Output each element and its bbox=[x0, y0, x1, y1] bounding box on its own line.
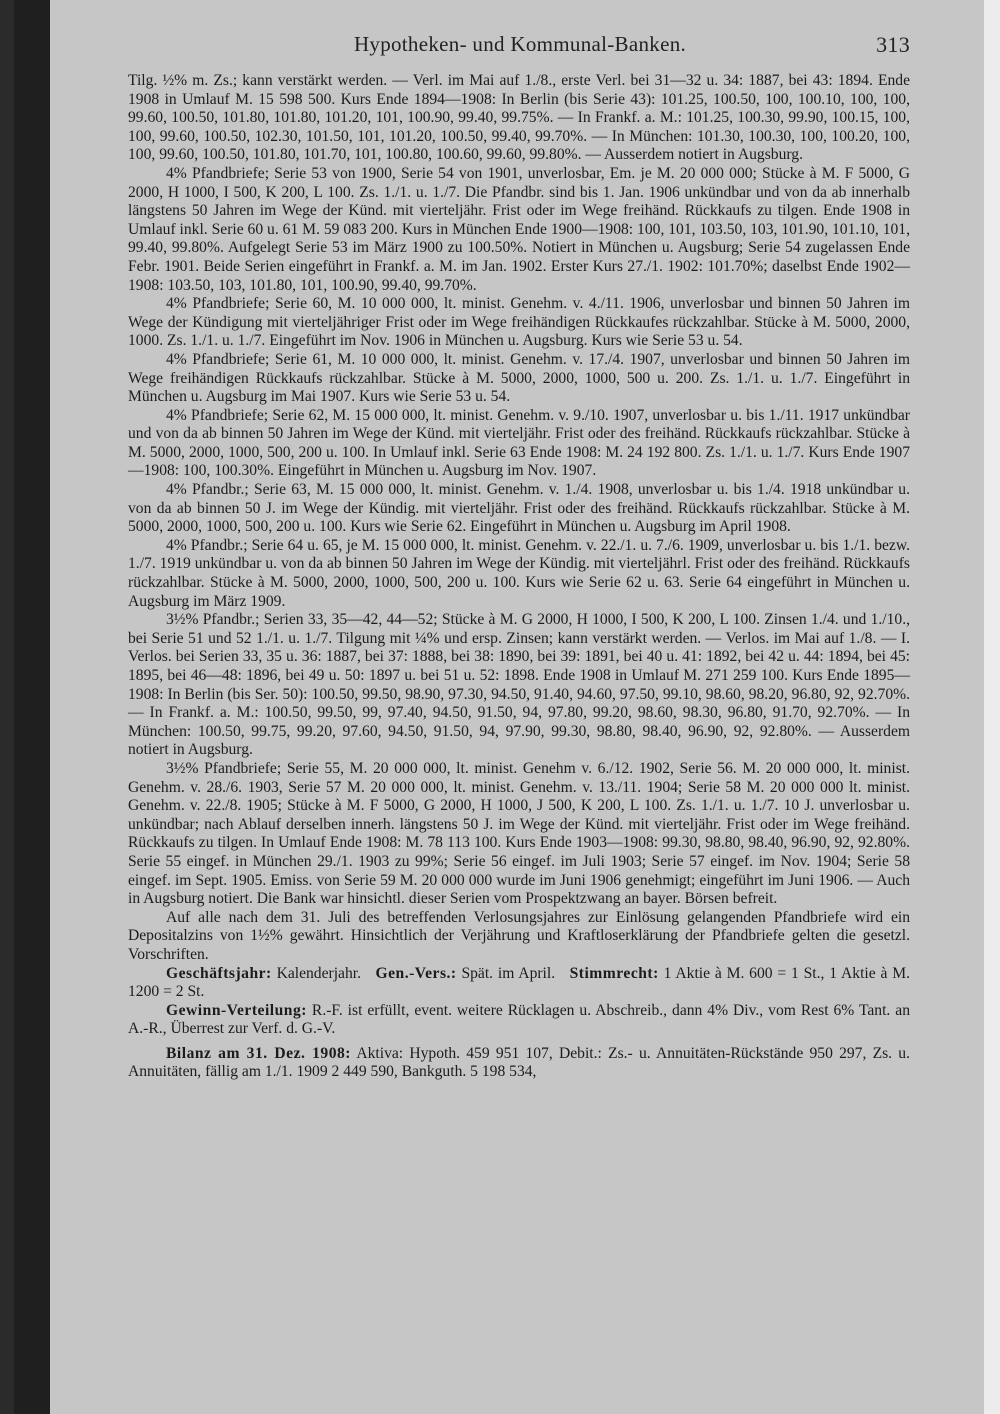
gen-vers-text: Spät. im April. bbox=[456, 964, 556, 982]
bilanz-label: Bilanz am 31. Dez. 1908: bbox=[166, 1044, 351, 1062]
gen-vers-label: Gen.-Vers.: bbox=[375, 964, 457, 982]
gewinn-verteilung-text: R.-F. ist erfüllt, event. weitere Rücklagen u. Abschreib., dann 4% Div., vom Rest 6% Tant. an A.-R., Überrest zur Verf. d. G.-V. bbox=[128, 1001, 910, 1038]
gewinn-verteilung-label: Gewinn-Verteilung: bbox=[166, 1001, 307, 1019]
geschaeftsjahr-label: Geschäftsjahr: bbox=[166, 964, 272, 982]
document-page bbox=[14, 0, 984, 1414]
running-title: Hypotheken- und Kommunal-Banken. bbox=[353, 32, 687, 56]
paragraph-pfandbriefe-3-5-serie-55-58: 3½% Pfandbriefe; Serie 55, M. 20 000 000, lt. minist. Genehm v. 6./12. 1902, Serie 56. M. 20 000 000, lt. minist. Genehm. v. 28./6. 1903, Serie 57 M. 20 000 000, lt. minist. Genehm. v. 13./11. 1904; Serie 58 M. 20 000 000 lt. minist. Genehm. v. 22./8. 1905; Stücke à M. F 5000, G 2000, H 1000, J 500, K 200, L 100. Zs. 1./1. u. 1./7. 10 J. unverlosbar u. unkündbar; nach Ablauf derselben innerh. längstens 50 J. im Wege der Künd. mit vierteljähr. Frist oder im Wege freihänd. Rückkaufs zu tilgen. In Umlauf Ende 1908: M. 78 113 100. Kurs Ende 1903—1908: 99.30, 98.80, 98.40, 96.90, 92, 92.80%. Serie 55 eingef. in München 29./1. 1903 zu 99%; Serie 56 eingef. im Juli 1903; Serie 57 eingef. im Nov. 1904; Serie 58 eingef. im Sept. 1905. Emiss. von Serie 59 M. 20 000 000 wurde im Juni 1906 genehmigt; eingeführt im Juni 1906. — Auch in Augsburg notiert. Die Bank war hinsichtl. dieser Serien vom Prospektzwang an bayer. Börsen befreit. bbox=[128, 759, 910, 908]
page-body bbox=[128, 72, 910, 1082]
page-edge bbox=[984, 0, 1000, 1414]
geschaeftsjahr-line bbox=[128, 965, 910, 1002]
bilanz-line bbox=[128, 1045, 910, 1082]
paragraph-pfandbriefe-serie-64-65: 4% Pfandbr.; Serie 64 u. 65, je M. 15 000 000, lt. minist. Genehm. v. 22./1. u. 7./6. 1909, unverlosbar u. bis 1./1. bezw. 1./7. 1919 unkündbar u. von da ab binnen 50 Jahren im Wege der Kündig. mit vierteljährl. Frist oder des freihänd. Rückkaufs rückzahlbar. Stücke à M. 5000, 2000, 1000, 500, 200 u. 100. Kurs wie Serie 62 u. 63. Serie 64 eingeführt in München u. Augsburg im März 1909. bbox=[128, 536, 910, 610]
stimmrecht-text: 1 Aktie à M. 600 = 1 St., 1 Aktie à M. 1200 = 2 St. bbox=[128, 964, 910, 1001]
paragraph-tilgung: Tilg. ½% m. Zs.; kann verstärkt werden. — Verl. im Mai auf 1./8., erste Verl. bei 31—32 u. 34: 1887, bei 43: 1894. Ende 1908 in Umlauf M. 15 598 500. Kurs Ende 1894—1908: In Berlin (bis Serie 43): 101.25, 100.50, 100, 100.10, 100, 100, 99.60, 100.50, 101.80, 101.80, 101.20, 101, 100.90, 99.40, 99.75%. — In Frankf. a. M.: 101.25, 100.30, 99.90, 100.15, 100, 100, 99.60, 100.50, 102.30, 101.50, 101, 101.20, 100.50, 99.40, 99.70%. — In München: 101.30, 100.30, 100, 100.20, 100, 100, 99.60, 100.50, 101.80, 101.70, 101, 100.80, 100.60, 99.60, 99.80%. — Ausserdem notiert in Augsburg. bbox=[128, 72, 910, 164]
page-number: 313 bbox=[876, 32, 910, 57]
paragraph-pfandbriefe-serie-62: 4% Pfandbriefe; Serie 62, M. 15 000 000, lt. minist. Genehm. v. 9./10. 1907, unverlosbar u. bis 1./11. 1917 unkündbar und von da ab binnen 50 Jahren im Wege der Künd. mit vierteljähr. Frist oder des freihänd. Rückkaufs rückzahlbar. Stücke à M. 5000, 2000, 1000, 500, 200 u. 100. In Umlauf inkl. Serie 63 Ende 1908: M. 24 192 800. Zs. 1./1. u. 1./7. Kurs Ende 1907—1908: 100, 100.30%. Eingeführt in München u. Augsburg im Nov. 1907. bbox=[128, 406, 910, 480]
paragraph-pfandbriefe-serie-60: 4% Pfandbriefe; Serie 60, M. 10 000 000, lt. minist. Genehm. v. 4./11. 1906, unverlosbar und binnen 50 Jahren im Wege der Kündigung mit vierteljähriger Frist oder im Wege freihändigen Rückkaufes rückzahlbar. Stücke à M. 5000, 2000, 1000. Zs. 1./1. u. 1./7. Eingeführt im Nov. 1906 in München u. Augsburg. Kurs wie Serie 53 u. 54. bbox=[128, 295, 910, 350]
paragraph-pfandbriefe-3-5-serien-33-52: 3½% Pfandbr.; Serien 33, 35—42, 44—52; Stücke à M. G 2000, H 1000, I 500, K 200, L 100. Zinsen 1./4. und 1./10., bei Serie 51 und 52 1./1. u. 1./7. Tilgung mit ¼% und ersp. Zinsen; kann verstärkt werden. — Verlos. im Mai auf 1./8. — I. Verlos. bei Serien 33, 35 u. 36: 1887, bei 37: 1888, bei 38: 1890, bei 39: 1891, bei 40 u. 41: 1892, bei 42 u. 44: 1894, bei 45: 1895, bei 46—48: 1896, bei 49 u. 50: 1897 u. bei 51 u. 52: 1898. Ende 1908 in Umlauf M. 271 259 100. Kurs Ende 1895—1908: In Berlin (bis Ser. 50): 100.50, 99.50, 98.90, 97.30, 94.50, 91.40, 94.60, 97.50, 99.10, 98.60, 98.20, 96.80, 92, 92.70%. — In Frankf. a. M.: 100.50, 99.50, 99, 97.40, 94.50, 91.50, 94, 97.80, 99.20, 98.60, 98.30, 96.80, 91.70, 92.70%. — In München: 100.50, 99.75, 99.20, 97.60, 94.50, 91.50, 94, 97.90, 99.30, 98.80, 98.40, 96.90, 92, 92.80%. — Ausserdem notiert in Augsburg. bbox=[128, 611, 910, 759]
page-header bbox=[130, 32, 910, 62]
gewinn-verteilung-line bbox=[128, 1002, 910, 1039]
stimmrecht-label: Stimmrecht: bbox=[569, 964, 659, 982]
bilanz-text: Aktiva: Hypoth. 459 951 107, Debit.: Zs.- u. Annuitäten-Rückstände 950 297, Zs. u. Annuitäten, fällig am 1./1. 1909 2 449 590, Bankguth. 5 198 534, bbox=[128, 1044, 910, 1081]
geschaeftsjahr-text: Kalenderjahr. bbox=[271, 964, 361, 982]
paragraph-depositalzins: Auf alle nach dem 31. Juli des betreffenden Verlosungsjahres zur Einlösung gelangenden Pfandbriefe wird ein Depositalzins von 1½% gewährt. Hinsichtlich der Verjährung und Kraftloserklärung der Pfandbriefe gelten die gesetzl. Vorschriften. bbox=[128, 908, 910, 963]
paragraph-pfandbriefe-serie-63: 4% Pfandbr.; Serie 63, M. 15 000 000, lt. minist. Genehm. v. 1./4. 1908, unverlosbar u. bis 1./4. 1918 unkündbar u. von da ab binnen 50 J. im Wege der Kündig. mit vierteljähr. Frist oder des freihänd. Rückkaufs rückzahlbar. Stücke à M. 5000, 2000, 1000, 500, 200 u. 100. Kurs wie Serie 62. Eingeführt in München u. Augsburg im April 1908. bbox=[128, 481, 910, 536]
paragraph-pfandbriefe-serie-61: 4% Pfandbriefe; Serie 61, M. 10 000 000, lt. minist. Genehm. v. 17./4. 1907, unverlosbar und binnen 50 Jahren im Wege freihändigen Rückkaufs rückzahlbar. Stücke à M. 5000, 2000, 1000, 500 u. 200. Zs. 1./1. u. 1./7. Eingeführt in München u. Augsburg im Mai 1907. Kurs wie Serie 53 u. 54. bbox=[128, 350, 910, 406]
paragraph-pfandbriefe-serie-53-54: 4% Pfandbriefe; Serie 53 von 1900, Serie 54 von 1901, unverlosbar, Em. je M. 20 000 000; Stücke à M. F 5000, G 2000, H 1000, I 500, K 200, L 100. Zs. 1./1. u. 1./7. Die Pfandbr. sind bis 1. Jan. 1906 unkündbar und von da ab innerhalb längstens 50 Jahren im Wege der Künd. mit vierteljähr. Frist oder im Wege freihänd. Rückkaufs zu tilgen. Ende 1908 in Umlauf inkl. Serie 60 u. 61 M. 59 083 200. Kurs in München Ende 1900—1908: 100, 101, 103.50, 103, 101.90, 101.10, 101, 99.40, 99.80%. Aufgelegt Serie 53 im März 1900 zu 100.50%. Notiert in München u. Augsburg; Serie 54 zugelassen Ende Febr. 1901. Beide Serien eingeführt in Frankf. a. M. im Jan. 1902. Erster Kurs 27./1. 1902: 101.70%; daselbst Ende 1902—1908: 103.50, 103, 101.80, 101, 100.90, 99.40, 99.70%. bbox=[128, 164, 910, 294]
